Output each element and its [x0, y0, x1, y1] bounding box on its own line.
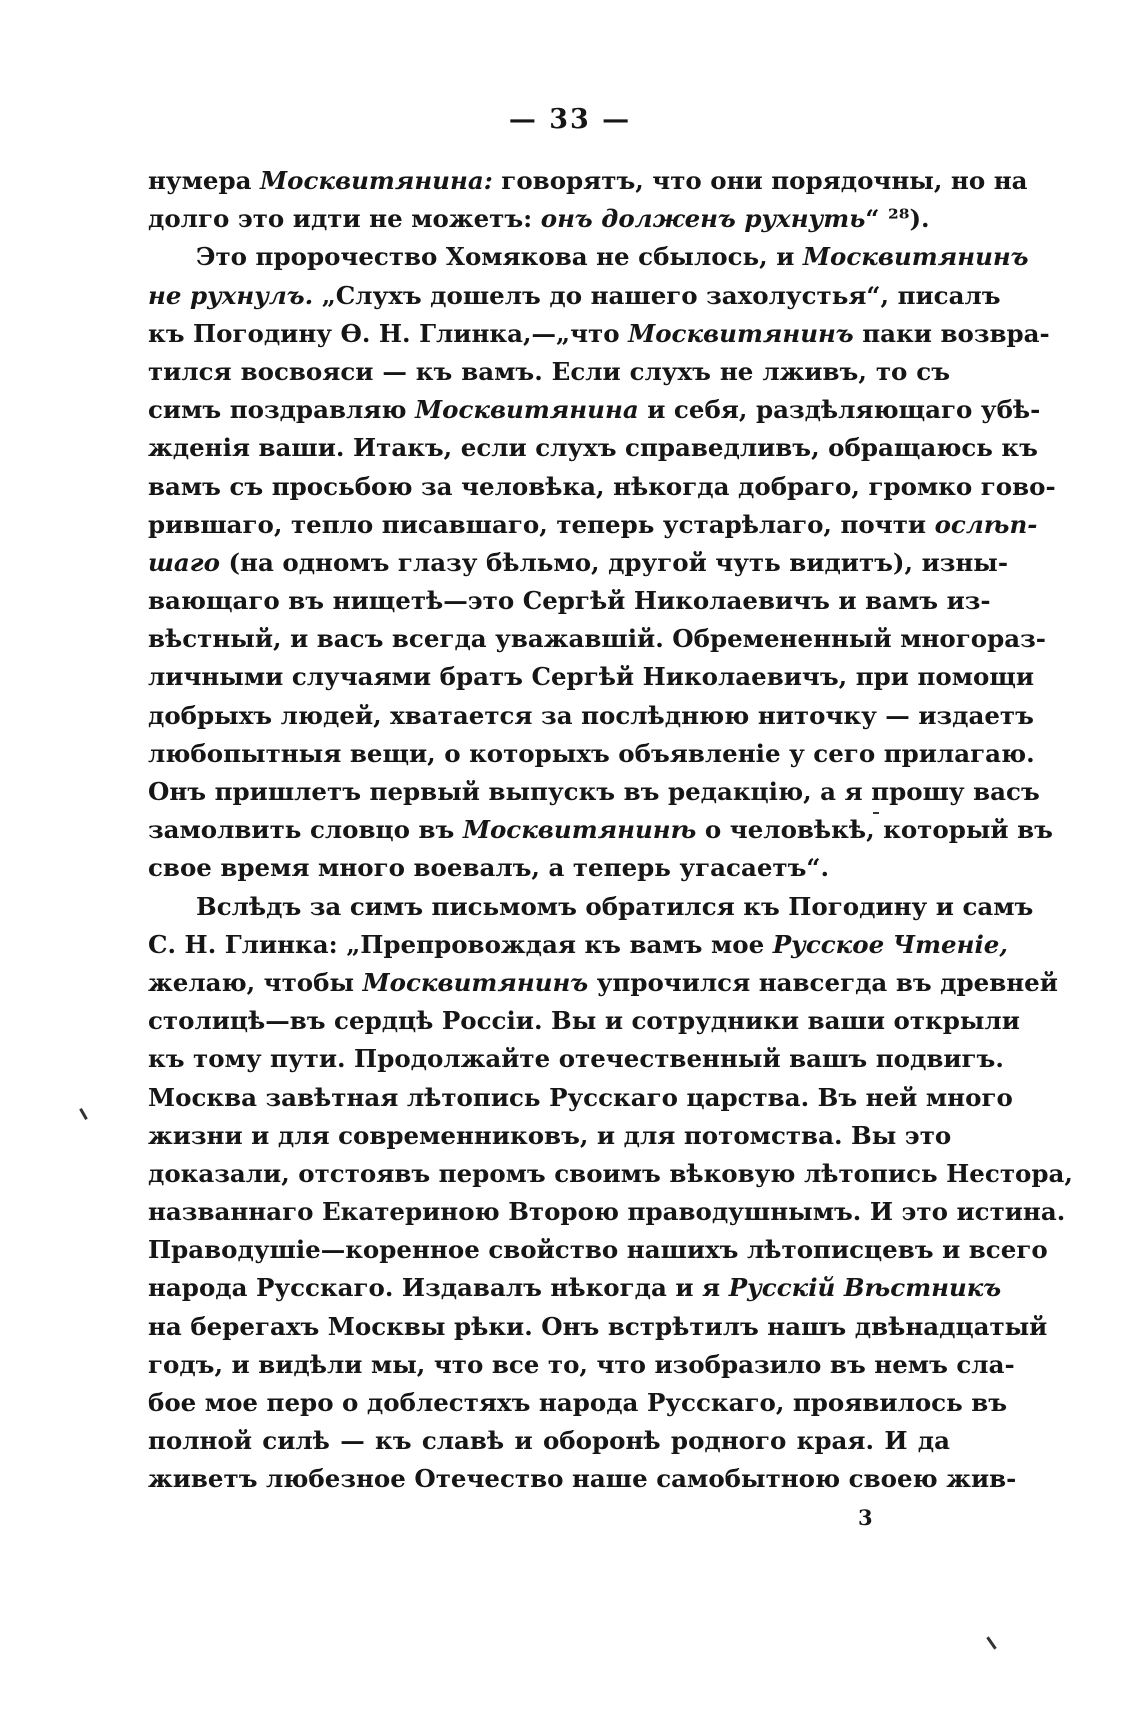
italic-text: онъ долженъ рухнуть: [540, 204, 866, 234]
text-run: Онъ пришлетъ первый выпускъ въ редакцію, а я прошу васъ: [148, 777, 1040, 806]
body-text: [148, 162, 1073, 1499]
text-line: [148, 1079, 1013, 1117]
text-line: [148, 1384, 1008, 1422]
text-run: живетъ любезное Отечество наше самобытною своею жив-: [148, 1464, 1017, 1494]
text-line: [148, 1308, 1048, 1346]
text-run: доказали, отстоявъ перомъ своимъ вѣковую лѣтопись Нестора,: [148, 1158, 1073, 1188]
text-run: любопытныя вещи, о которыхъ объявленіе у сего прилагаю.: [148, 738, 1035, 768]
text-run: о человѣкѣ, который въ: [696, 815, 1053, 845]
text-line: [148, 620, 1046, 658]
text-run: нумера: [148, 166, 261, 195]
text-run: столицѣ—въ сердцѣ Россіи. Вы и сотрудники ваши открыли: [148, 1006, 1020, 1036]
text-line: [148, 544, 1009, 582]
text-line: [148, 582, 991, 620]
text-run: названнаго Екатериною Второю праводушнымъ. И это истина.: [148, 1197, 1066, 1227]
italic-text: шаго: [148, 547, 220, 577]
text-line: [148, 888, 1034, 926]
text-line: [148, 353, 950, 391]
text-run: паки возвра-: [853, 318, 1050, 348]
text-line: [148, 658, 1035, 696]
text-line: [148, 506, 1038, 544]
text-line: [148, 964, 1058, 1002]
text-line: [148, 1231, 1048, 1269]
text-run: С. Н. Глинка: „Препровождая къ вамъ мое: [148, 929, 773, 959]
text-run: Это пророчество Хомякова не сбылось, и: [196, 242, 803, 272]
scan-speck: [79, 1108, 88, 1120]
text-run: вѣстный, и васъ всегда уважавшій. Обремененный многораз-: [148, 624, 1046, 654]
italic-text: ослѣп-: [934, 509, 1038, 539]
text-line: [148, 1346, 1015, 1384]
text-run: и себя, раздѣляющаго убѣ-: [638, 395, 1041, 425]
text-run: личными случаями братъ Сергѣй Николаевичъ, при помощи: [148, 662, 1035, 692]
text-run: къ тому пути. Продолжайте отечественный вашъ подвигъ.: [148, 1044, 1004, 1074]
italic-text: Русскій Вѣстникъ: [728, 1273, 1002, 1303]
text-run: жизни и для современниковъ, и для потомства. Вы это: [148, 1120, 952, 1150]
text-run: на берегахъ Москвы рѣки. Онъ встрѣтилъ нашъ двѣнадцатый: [148, 1311, 1048, 1341]
text-run: вамъ съ просьбою за человѣка, нѣкогда добраго, громко гово-: [148, 471, 1056, 501]
text-line: [148, 926, 1008, 964]
text-run: упрочился навсегда въ древней: [588, 967, 1058, 997]
text-run: говорятъ, что они порядочны, но на: [492, 166, 1028, 195]
text-line: [148, 1422, 950, 1460]
signature-mark: 3: [858, 1505, 873, 1530]
page-number: — 33 —: [508, 104, 632, 135]
text-run: „Слухъ дошелъ до нашего захолустья“, писалъ: [313, 280, 1001, 310]
text-run: добрыхъ людей, хватается за послѣднюю ниточку — издаетъ: [148, 700, 1034, 730]
scan-speck: [986, 1636, 996, 1649]
text-run: (на одномъ глазу бѣльмо, другой чуть видитъ), изны-: [219, 547, 1009, 577]
text-line: [148, 849, 950, 887]
scan-speck: [873, 812, 879, 814]
text-run: симъ поздравляю: [148, 395, 415, 425]
text-run: бое мое перо о доблестяхъ народа Русскаго, проявилось въ: [148, 1388, 1008, 1417]
text-line: [148, 811, 1053, 849]
text-line: [148, 773, 1040, 811]
text-run: полной силѣ — къ славѣ и оборонѣ родного края. И да: [148, 1426, 950, 1456]
italic-text: Москвитянинъ: [802, 242, 1029, 272]
text-run: свое время много воевалъ, а теперь угасаетъ“.: [148, 853, 829, 883]
text-run: рившаго, тепло писавшаго, теперь устарѣлаго, почти: [148, 509, 935, 539]
text-run: жденія ваши. Итакъ, если слухъ справедливъ, обращаюсь къ: [148, 433, 1038, 463]
italic-text: Москвитянина:: [260, 166, 493, 195]
italic-text: Москвитянинъ: [362, 967, 589, 997]
text-line: [148, 1002, 1020, 1040]
italic-text: не рухнулъ.: [148, 280, 314, 310]
text-run: вающаго въ нищетѣ—это Сергѣй Николаевичъ и вамъ из-: [148, 586, 991, 616]
text-run: “ ²⁸).: [865, 204, 930, 234]
text-line: [148, 429, 1038, 467]
text-line: [148, 1269, 1002, 1307]
text-run: народа Русскаго. Издавалъ нѣкогда и я: [148, 1273, 729, 1303]
text-line: [148, 162, 1028, 200]
text-line: [148, 1117, 950, 1155]
text-line: [148, 468, 1056, 506]
text-line: [148, 1040, 1004, 1078]
text-line: [148, 200, 950, 238]
text-line: [148, 391, 1041, 429]
text-run: тился восвояси — къ вамъ. Если слухъ не лживъ, то съ: [148, 356, 950, 386]
text-line: [148, 1155, 1073, 1193]
text-line: [148, 1460, 1017, 1498]
text-run: годъ, и видѣли мы, что все то, что изобразило въ немъ сла-: [148, 1349, 1015, 1379]
text-run: Вслѣдъ за симъ письмомъ обратился къ Погодину и самъ: [196, 891, 1034, 921]
italic-text: Русское Чтеніе,: [772, 929, 1008, 959]
text-line: [148, 315, 1050, 353]
text-run: къ Погодину Ѳ. Н. Глинка,—„что: [148, 318, 629, 348]
text-line: [148, 1193, 1066, 1231]
text-line: [148, 697, 1034, 735]
text-run: желаю, чтобы: [148, 967, 363, 997]
italic-text: Москвитянина: [415, 395, 639, 425]
text-line: [148, 277, 1001, 315]
text-run: долго это идти не можетъ:: [148, 204, 541, 234]
text-run: замолвить словцо въ: [148, 815, 463, 845]
italic-text: Москвитянинѣ: [462, 815, 697, 845]
text-line: [148, 238, 1029, 276]
text-line: [148, 735, 1035, 773]
text-run: Праводушіе—коренное свойство нашихъ лѣтописцевъ и всего: [148, 1235, 1048, 1265]
text-run: Москва завѣтная лѣтопись Русскаго царства. Въ ней много: [148, 1082, 1013, 1112]
italic-text: Москвитянинъ: [628, 318, 854, 348]
